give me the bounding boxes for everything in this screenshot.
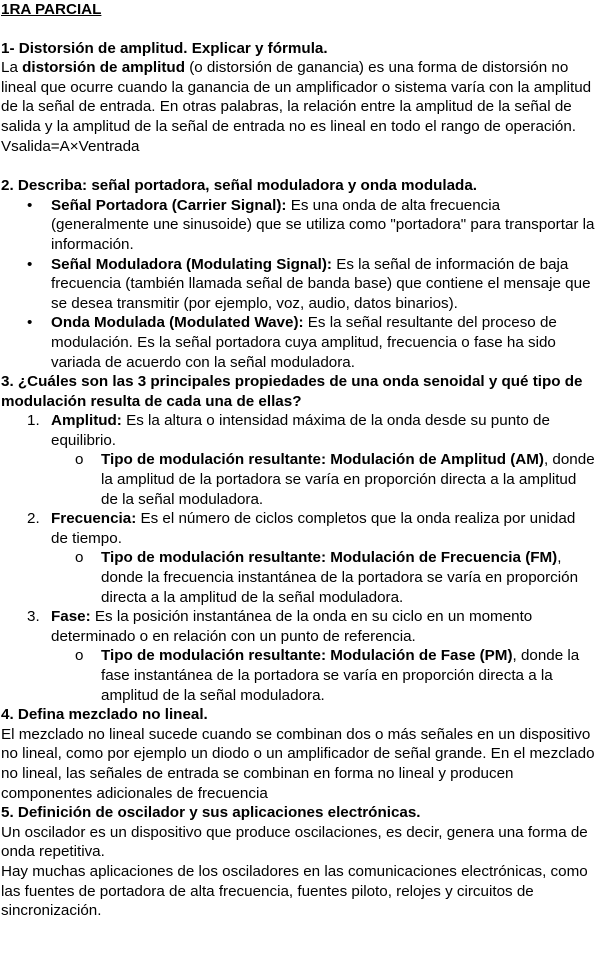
list-item [27,607,595,705]
item-text: Es la señal resultante del proceso de modulación. Es la señal portadora cuya amplitud, frecuencia o fase ha sido variada de acuerdo con la señal moduladora. [51,314,557,371]
sub-list [51,646,595,705]
question-4-heading: 4. Defina mezclado no lineal. [1,706,208,724]
list-item [51,196,595,255]
question-2-list [1,196,595,372]
sub-list-item [101,548,595,607]
question-1-paragraph [1,58,595,136]
sub-item-bold: Tipo de modulación resultante: Modulación de Amplitud (AM) [101,451,544,469]
document-title: 1RA PARCIAL [1,1,102,18]
question-2-heading: 2. Describa: señal portadora, señal moduladora y onda modulada. [1,177,477,195]
sub-item-text: , donde la amplitud de la portadora se varía en proporción directa a la amplitud de la señal moduladora. [101,451,595,508]
item-text: Es la señal de información de baja frecuencia (también llamada señal de banda base) que contiene el mensaje que se desea transmitir (por ejemplo, voz, audio, datos binarios). [51,255,591,312]
sub-item-bold: Tipo de modulación resultante: Modulación de Fase (PM) [101,647,513,665]
q1-text-a: La [1,59,23,77]
list-item [27,509,595,607]
item-text: Es una onda de alta frecuencia (generalmente une sinusoide) que se utiliza como "portadora" para transportar la información. [51,196,595,253]
question-4-paragraph: El mezclado no lineal sucede cuando se combinan dos o más señales en un dispositivo no lineal, como por ejemplo un diodo o un amplificador de señal grande. En el mezclado no lineal, las señales de entrada se combinan en forma no lineal y producen componentes adicionales de frecuencia [1,725,595,802]
item-number: 1. [27,412,40,430]
question-1-heading: 1- Distorsión de amplitud. Explicar y fórmula. [1,39,328,57]
question-3 [1,372,595,705]
item-term: Onda Modulada (Modulated Wave): [51,314,304,332]
question-5-heading: 5. Definición de oscilador y sus aplicaciones electrónicas. [1,804,421,822]
question-4 [1,705,595,803]
question-1-formula: Vsalida=A×Ventrada [1,137,140,155]
question-5 [1,803,595,921]
question-5-paragraph-2: Hay muchas aplicaciones de los osciladores en las comunicaciones electrónicas, como las fuentes de portadora de alta frecuencia, fuentes piloto, relojes y circuitos de sincronización. [1,862,588,920]
item-text: Es la posición instantánea de la onda en su ciclo en un momento determinado o en relación con un punto de referencia. [51,608,533,645]
item-term: Señal Portadora (Carrier Signal): [51,196,287,214]
item-number: 3. [27,608,40,626]
sub-item-bold: Tipo de modulación resultante: Modulación de Frecuencia (FM) [101,549,558,567]
item-term: Señal Moduladora (Modulating Signal): [51,255,332,273]
item-term: Fase: [51,608,91,626]
sub-list [51,548,595,607]
question-3-heading: 3. ¿Cuáles son las 3 principales propiedades de una onda senoidal y qué tipo de modulación resulta de cada una de ellas? [1,373,583,410]
sub-list-item [101,646,595,705]
sub-list [51,450,595,509]
question-3-list [1,411,595,705]
item-number: 2. [27,510,40,528]
q1-text-c: (o distorsión de ganancia) es una forma de distorsión no lineal que ocurre cuando la ganancia de un amplificador o sistema varía con la amplitud de la señal de entrada. En otras palabras, la relación entre la amplitud de la señal de salida y la amplitud de la señal de entrada no es lineal en todo el rango de operación. [1,59,592,135]
sub-item-text: , donde la fase instantánea de la portadora se varía en proporción directa a la amplitud de la señal moduladora. [101,647,580,704]
item-text: Es el número de ciclos completos que la onda realiza por unidad de tiempo. [51,510,576,547]
item-term: Frecuencia: [51,510,137,528]
item-text: Es la altura o intensidad máxima de la onda desde su punto de equilibrio. [51,412,550,449]
question-5-paragraph-1: Un oscilador es un dispositivo que produce oscilaciones, es decir, genera una forma de onda repetitiva. [1,823,588,861]
question-2 [1,176,595,372]
list-item [27,411,595,509]
sub-list-item [101,450,595,509]
list-item [51,255,595,314]
list-item [51,313,595,372]
q1-term: distorsión de amplitud [22,59,185,77]
question-1 [1,39,595,157]
item-term: Amplitud: [51,412,122,430]
sub-item-text: , donde la frecuencia instantánea de la portadora se varía en proporción directa a la amplitud de la señal moduladora. [101,549,579,606]
